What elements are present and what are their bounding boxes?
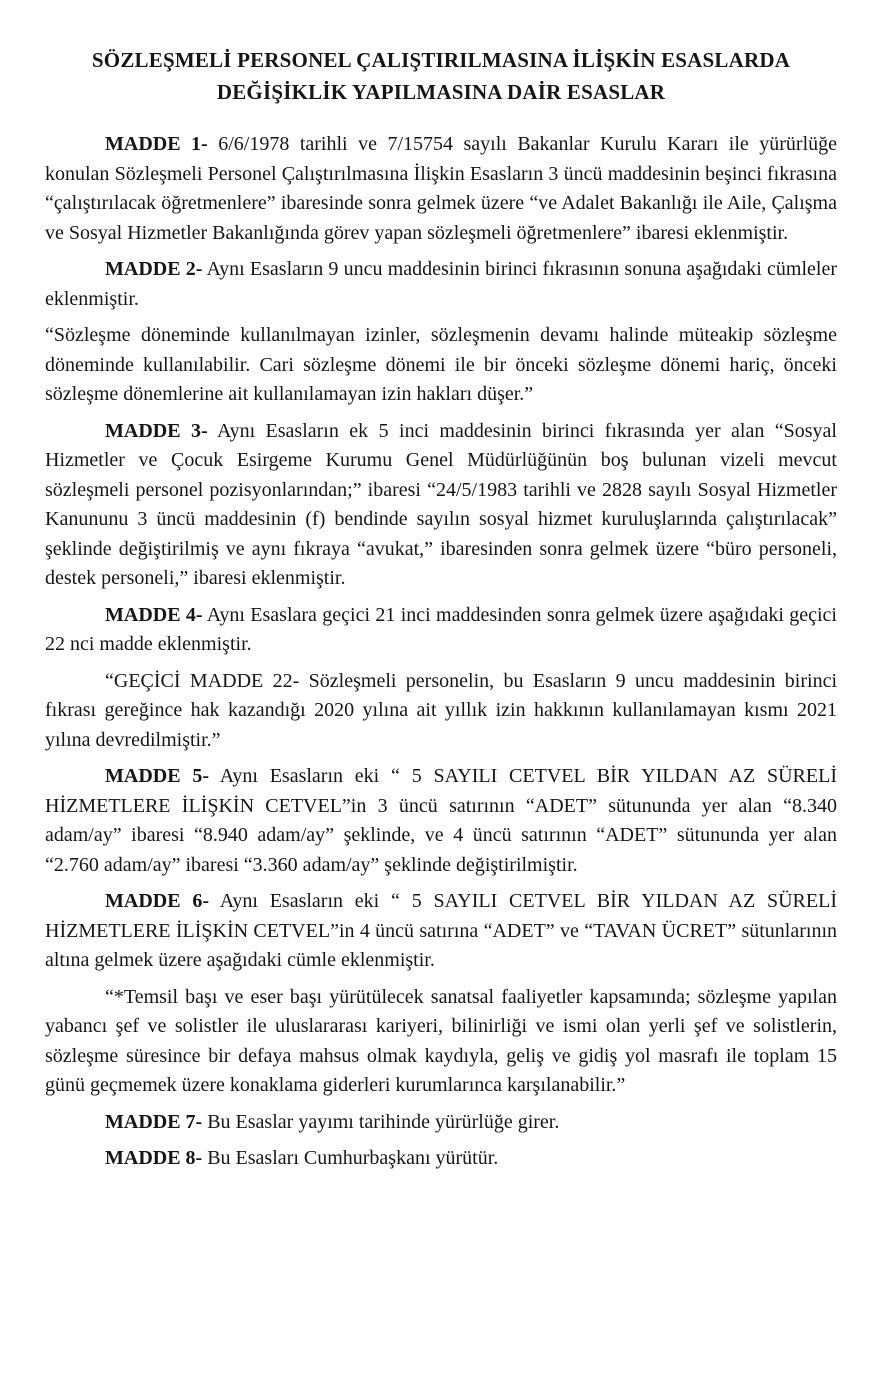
paragraph-gecici-madde-22 <box>45 667 837 756</box>
paragraph-text: “*Temsil başı ve eser başı yürütülecek sanatsal faaliyetler kapsamında; sözleşme yapılan yabancı şef ve solistler ile uluslararası kariyeri, bilinirliği ve ismi olan yerli şef ve solistlerin, sözleşme süresince bir defaya mahsus olmak kaydıyla, geliş ve gidiş yol masrafı ile toplam 15 günü geçmemek üzere konaklama giderleri kurumlarınca karşılanabilir.” <box>45 985 837 1096</box>
paragraph-text: Aynı Esasların ek 5 inci maddesinin birinci fıkrasında yer alan “Sosyal Hizmetler ve Çocuk Esirgeme Kurumu Genel Müdürlüğünün boş bulunan vizeli mevcut sözleşmeli personel pozisyonlarından;” ibaresi “24/5/1983 tarihli ve 2828 sayılı Sosyal Hizmetler Kanununu 3 üncü maddesinin (f) bendinde sayılın sosyal hizmet kuruluşlarında çalıştırılacak” şeklinde değiştirilmiş ve aynı fıkraya “avukat,” ibaresinden sonra gelmek üzere “büro personeli, destek personeli,” ibaresi eklenmiştir. <box>45 419 837 589</box>
paragraph-text: Aynı Esasların eki “ 5 SAYILI CETVEL BİR YILDAN AZ SÜRELİ HİZMETLERE İLİŞKİN CETVEL”in 3 üncü satırının “ADET” sütununda yer alan “8.340 adam/ay” ibaresi “8.940 adam/ay” şeklinde, ve 4 üncü satırının “ADET” sütununda yer alan “2.760 adam/ay” ibaresi “3.360 adam/ay” şeklinde değiştirilmiştir. <box>45 765 837 876</box>
paragraph-quote-izin <box>45 321 837 410</box>
paragraph-text: Bu Esasları Cumhurbaşkanı yürütür. <box>207 1147 499 1169</box>
paragraph-text: “Sözleşme döneminde kullanılmayan izinler, sözleşmenin devamı halinde müteakip sözleşme döneminde kullanılabilir. Cari sözleşme dönemi ile bir önceki sözleşme dönemi hariç, önceki sözleşme dönemlerine ait kullanılamayan izin hakları düşer.” <box>45 324 837 405</box>
paragraph-madde-6 <box>45 887 837 976</box>
paragraph-text: Aynı Esasların 9 uncu maddesinin birinci fıkrasının sonuna aşağıdaki cümleler eklenmiştir. <box>45 258 837 310</box>
article-label: MADDE 5- <box>105 765 210 787</box>
article-label: MADDE 6- <box>105 890 210 912</box>
paragraph-madde-4 <box>45 601 837 660</box>
paragraph-text: 6/6/1978 tarihli ve 7/15754 sayılı Bakanlar Kurulu Kararı ile yürürlüğe konulan Sözleşmeli Personel Çalıştırılmasına İlişkin Esasların 3 üncü maddesinin beşinci fıkrasına “çalıştırılacak öğretmenlere” ibaresinde sonra gelmek üzere “ve Adalet Bakanlığı ile Aile, Çalışma ve Sosyal Hizmetler Bakanlığında görev yapan sözleşmeli öğretmenlere” ibaresi eklenmiştir. <box>45 133 837 244</box>
paragraph-madde-2 <box>45 255 837 314</box>
paragraph-quote-temsil <box>45 983 837 1101</box>
article-label: MADDE 7- <box>105 1110 203 1133</box>
paragraph-madde-5 <box>45 762 837 880</box>
article-label: MADDE 4- <box>105 603 203 626</box>
document-title-line2: DEĞİŞİKLİK YAPILMASINA DAİR ESASLAR <box>216 80 666 104</box>
paragraph-madde-3 <box>45 417 837 594</box>
paragraph-text: Aynı Esaslara geçici 21 inci maddesinden sonra gelmek üzere aşağıdaki geçici 22 nci madde eklenmiştir. <box>45 603 837 655</box>
article-label: MADDE 8- <box>105 1147 203 1169</box>
paragraph-text: Aynı Esasların eki “ 5 SAYILI CETVEL BİR YILDAN AZ SÜRELİ HİZMETLERE İLİŞKİN CETVEL”in 4 üncü satırına “ADET” ve “TAVAN ÜCRET” sütunlarının altına gelmek üzere aşağıdaki cümle eklenmiştir. <box>45 890 837 971</box>
paragraph-madde-7 <box>45 1108 837 1138</box>
document-title-line1: SÖZLEŞMELİ PERSONEL ÇALIŞTIRILMASINA İLİŞKİN ESASLARDA <box>91 48 791 72</box>
paragraph-text: “GEÇİCİ MADDE 22- Sözleşmeli personelin, bu Esasların 9 uncu maddesinin birinci fıkrası gereğince hak kazandığı 2020 yılına ait yıllık izin hakkının kullanılamayan kısmı 2021 yılına devredilmiştir.” <box>45 669 837 751</box>
article-label: MADDE 1- <box>105 133 208 155</box>
article-label: MADDE 3- <box>105 419 208 442</box>
document-title <box>45 44 837 108</box>
document-body <box>45 130 837 1174</box>
paragraph-madde-1 <box>45 130 837 248</box>
article-label: MADDE 2- <box>105 258 203 280</box>
paragraph-text: Bu Esaslar yayımı tarihinde yürürlüğe girer. <box>207 1110 560 1133</box>
paragraph-madde-8 <box>45 1144 837 1174</box>
